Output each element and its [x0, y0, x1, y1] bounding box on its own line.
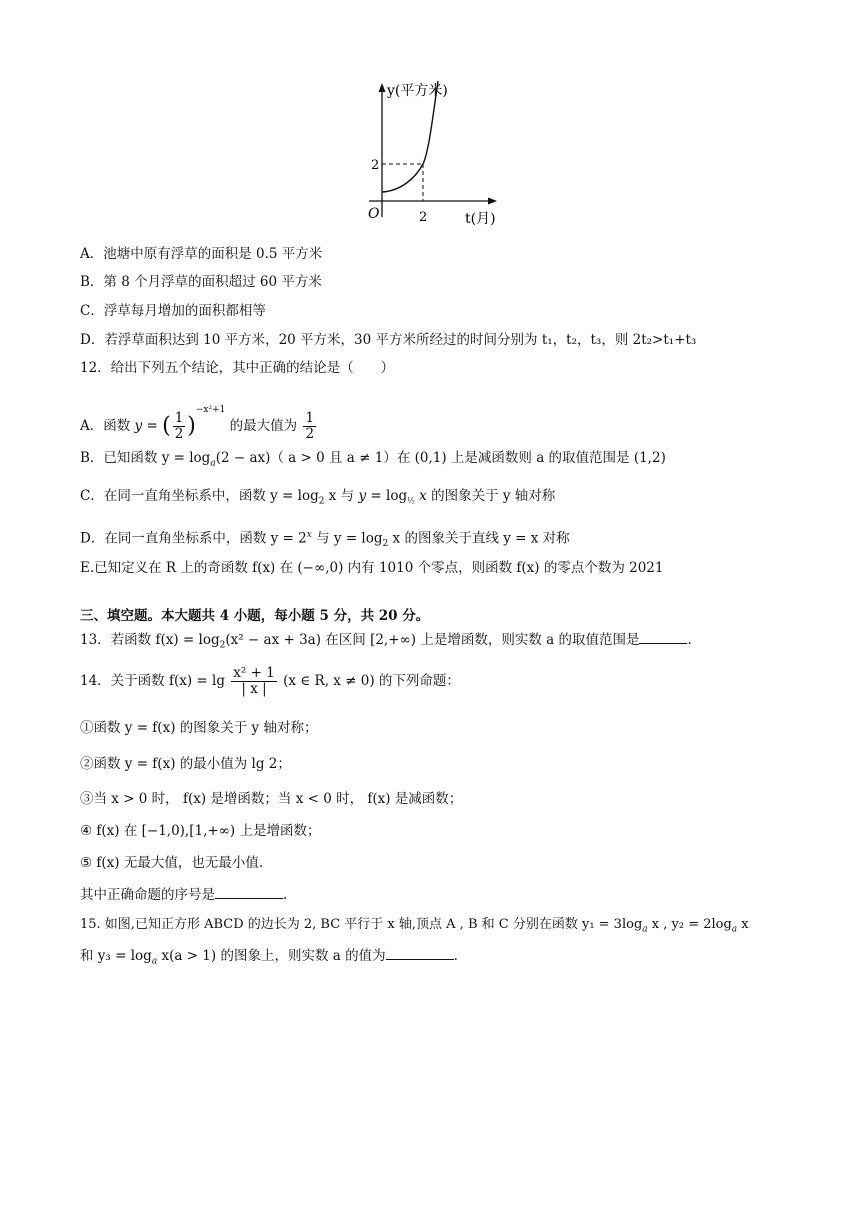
y-axis-arrow [379, 83, 386, 92]
q12-b-rest: (2 − ax)（ a > 0 且 a ≠ 1）在 (0,1) 上是减函数则 a 的取值范围是 (1,2) [215, 450, 666, 466]
q12-option-b: B．已知函数 $y = \log_a(2 - ax)$（ a > 0 且 a ≠ 1）在 (0,1) 上是减函数则 a 的取值范围是 (1,2) [80, 450, 666, 469]
q15-text-1b: x , y₂ = 2log [647, 917, 732, 932]
section-3-title: 三、填空题。本大题共 4 小题，每小题 5 分，共 20 分。 [80, 608, 430, 624]
q15-text-2b: x(a > 1) 的图象上，则实数 a 的值为 [157, 948, 386, 964]
q11-option-c: C．浮草每月增加的面积都相等 [80, 303, 266, 319]
q13-answer-blank[interactable] [639, 629, 687, 644]
q15-text-2: 和 y₃ = log [80, 948, 152, 964]
q11-option-d: D．若浮草面积达到 10 平方米，20 平方米，30 平方米所经过的时间分别为 t₁，t₂，t₃，则 2t₂>t₁+t₃ [80, 332, 697, 348]
q15-text-1: 15. 如图,已知正方形 ABCD 的边长为 2, BC 平行于 x 轴,顶点 A , B 和 C 分别在函数 y₁ = 3log [80, 917, 643, 932]
q13-end: . [687, 632, 692, 648]
q14-ask-text: 其中正确命题的序号是 [80, 887, 215, 903]
q14-suffix: (x ∈ R, x ≠ 0) 的下列命题： [283, 673, 460, 689]
max-value-fraction: $\frac{1}{2}$ [305, 409, 315, 442]
q12-option-e: E.已知定义在 R 上的奇函数 f(x) 在 (−∞,0) 内有 1010 个零点，则函数 f(x) 的零点个数为 2021 [80, 560, 664, 576]
growth-graph [355, 75, 505, 235]
q14-denominator: | x | [241, 681, 267, 697]
q15-text-1c: x [737, 917, 749, 932]
q13-text: (x² − ax + 3a) 在区间 [2,+∞) 上是增函数，则实数 a 的取值范围是 [225, 632, 640, 648]
y-tick-label: 2 [371, 158, 380, 173]
q12-c-prefix: C．在同一直角坐标系中，函数 y = log [80, 488, 319, 504]
q14-statement-5: ⑤ f(x) 无最大值，也无最小值. [80, 855, 264, 871]
q14-question [80, 884, 287, 905]
q12-option-c: C．在同一直角坐标系中，函数 $y = \log_2 x$ 与 $y = \log_{\frac{1}{2}} x$ 的图象关于 y 轴对称 [80, 488, 556, 507]
q15-line-2: 和 $y_3 = \log_a x(a > 1)$ 的图象上，则实数 a 的值为 . [80, 945, 458, 972]
q14-stem [80, 664, 460, 698]
x-axis-label: t(月) [465, 211, 496, 227]
q15-line-1: 15. 如图,已知正方形 ABCD 的边长为 2, BC 平行于 x 轴,顶点 A , B 和 C 分别在函数 $y_1 = 3\log_a$ x , $y_2 = 2\log_a$ x [80, 917, 749, 935]
q12-stem: 12．给出下列五个结论，其中正确的结论是（ ） [80, 360, 395, 376]
q12-a-suffix: 的最大值为 [229, 418, 298, 434]
q14-fraction [231, 664, 277, 697]
q14-statement-4: ④ f(x) 在 [−1,0),[1,+∞) 上是增函数； [80, 823, 321, 839]
y-axis-label: y(平方米) [387, 83, 448, 99]
x-tick-label: 2 [419, 210, 428, 225]
q11-option-b: B．第 8 个月浮草的面积超过 60 平方米 [80, 274, 322, 290]
q14-prefix: 14．关于函数 f(x) = lg [80, 673, 225, 689]
half-fraction: $\frac{1}{2}$ [174, 409, 184, 442]
q15-answer-blank[interactable] [386, 945, 454, 960]
q14-answer-blank[interactable] [215, 884, 283, 899]
q12-b-text: B．已知函数 y = log [80, 450, 211, 466]
q14-ask-end: . [283, 887, 288, 903]
q12-option-a: A．函数 y = ( $\frac{1}{2}$ )$^{-x^2+1}$ 的最大值为 $\frac{1}{2}$ [80, 405, 315, 442]
q11-option-a: A．池塘中原有浮草的面积是 0.5 平方米 [80, 246, 323, 262]
q14-numerator: x² + 1 [233, 664, 275, 681]
q12-d-mid: 与 y = log [311, 530, 383, 547]
origin-label: O [368, 206, 380, 222]
q14-statement-3: ③当 x > 0 时， f(x) 是增函数；当 x < 0 时， f(x) 是减函数； [80, 791, 463, 807]
q12-a-prefix: A．函数 [80, 418, 131, 434]
q13: 13．若函数 $f(x) = \log_2(x^2$ − ax + 3a) 在区间 [2,+∞) 上是增函数，则实数 a 的取值范围是 . [80, 629, 692, 656]
x-axis-arrow [488, 198, 497, 205]
q12-d-text: D．在同一直角坐标系中，函数 y = 2 [80, 530, 307, 547]
q13-prefix: 13．若函数 f(x) = log [80, 632, 220, 648]
q14-statement-1: ①函数 y = f(x) 的图象关于 y 轴对称； [80, 720, 318, 736]
q12-d-rest: x 的图象关于直线 y = x 对称 [388, 530, 570, 547]
q12-c-mid: x 与 [328, 488, 355, 504]
q15-end: . [453, 948, 458, 964]
q12-option-d: D．在同一直角坐标系中，函数 $y = 2^x$ 与 $y = \log_2 x$ 的图象关于直线 y = x 对称 [80, 530, 570, 550]
q14-statement-2: ②函数 y = f(x) 的最小值为 lg 2； [80, 756, 291, 772]
q12-c-suffix: 的图象关于 y 轴对称 [431, 488, 556, 504]
